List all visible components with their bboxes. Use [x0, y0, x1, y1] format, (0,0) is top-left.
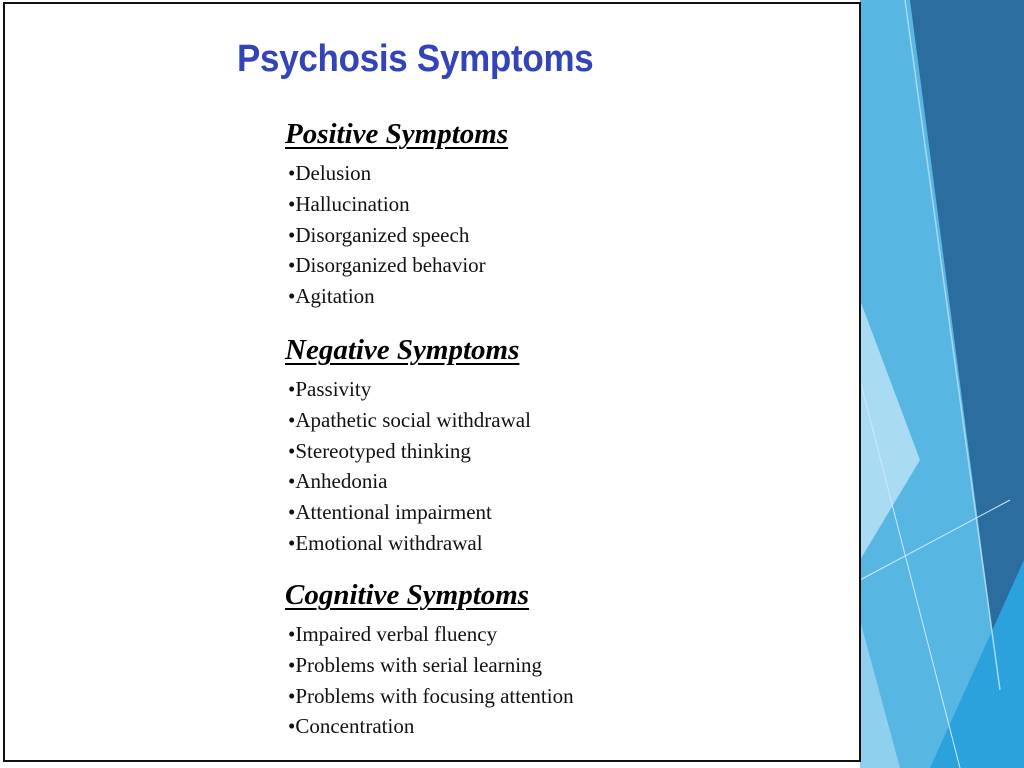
list-item: • Disorganized speech	[285, 220, 508, 251]
section-positive-symptoms	[285, 116, 508, 312]
symptom-list	[285, 158, 508, 312]
list-item: • Anhedonia	[285, 466, 531, 497]
list-item: • Problems with serial learning	[285, 650, 574, 681]
slide-title: Psychosis Symptoms	[237, 38, 594, 80]
list-item: • Apathetic social withdrawal	[285, 405, 531, 436]
list-item: • Passivity	[285, 374, 531, 405]
list-item: • Stereotyped thinking	[285, 436, 531, 467]
list-item: • Impaired verbal fluency	[285, 619, 574, 650]
section-cognitive-symptoms	[285, 577, 574, 742]
symptom-list	[285, 374, 531, 559]
list-item: • Delusion	[285, 158, 508, 189]
section-negative-symptoms	[285, 332, 531, 559]
symptom-list	[285, 619, 574, 742]
list-item: • Agitation	[285, 281, 508, 312]
list-item: • Emotional withdrawal	[285, 528, 531, 559]
section-heading: Cognitive Symptoms	[285, 579, 530, 611]
section-heading: Positive Symptoms	[285, 118, 509, 150]
slide-content-panel	[3, 2, 861, 762]
list-item: • Disorganized behavior	[285, 250, 508, 281]
list-item: • Attentional impairment	[285, 497, 531, 528]
list-item: • Concentration	[285, 711, 574, 742]
list-item: • Problems with focusing attention	[285, 681, 574, 712]
section-heading: Negative Symptoms	[285, 334, 520, 366]
list-item: • Hallucination	[285, 189, 508, 220]
